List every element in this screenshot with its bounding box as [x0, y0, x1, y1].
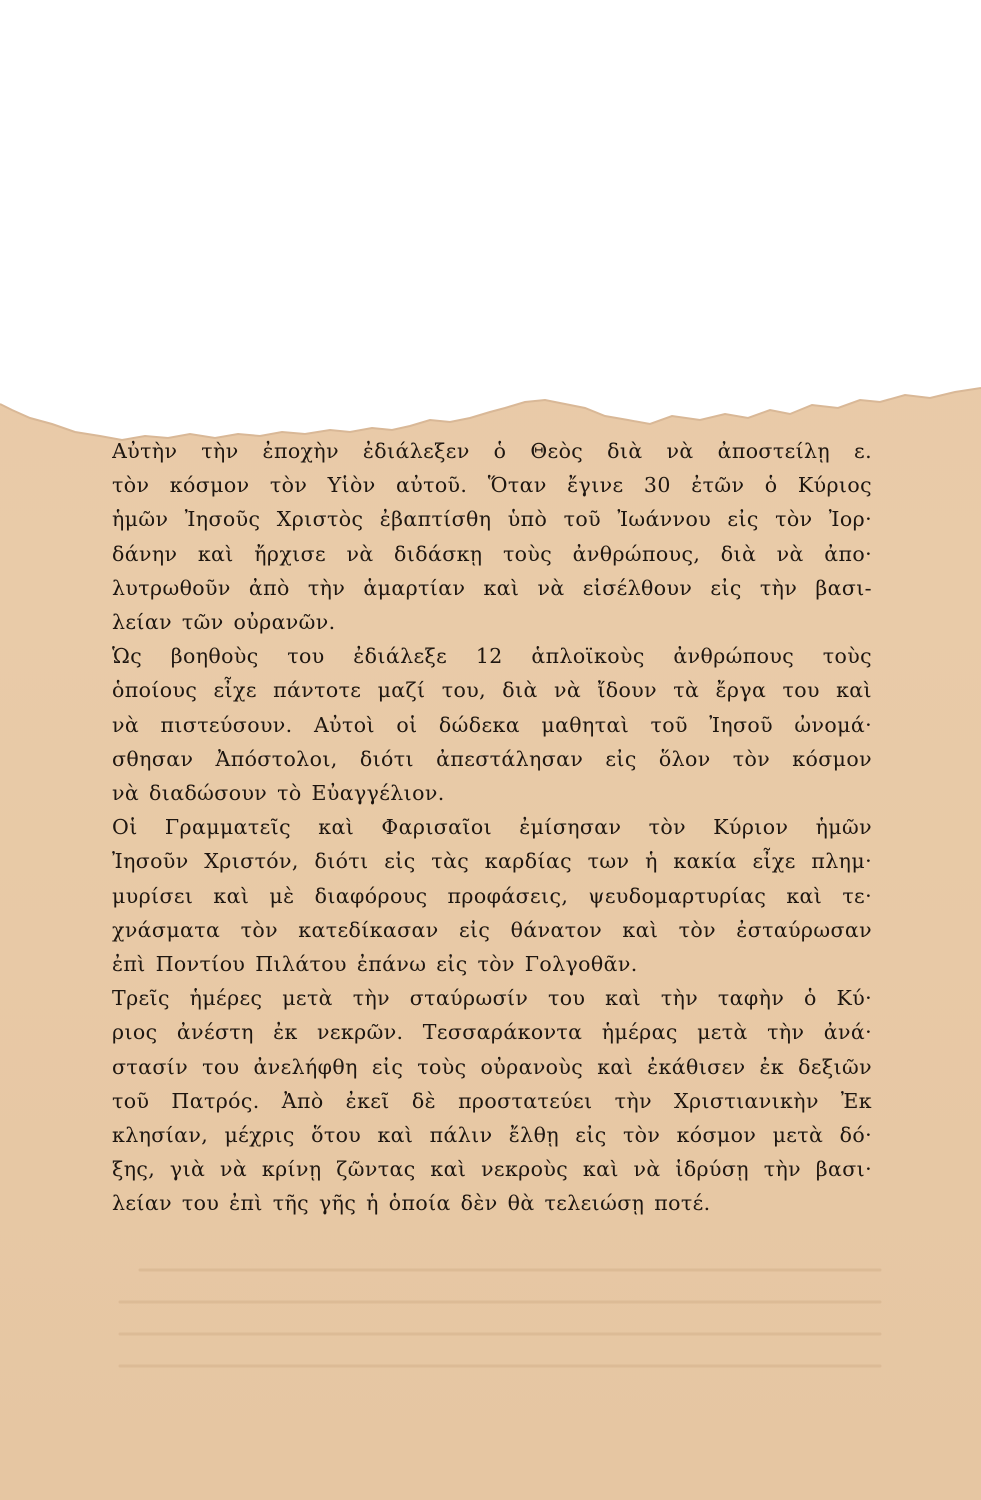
torn-paper-region: [0, 0, 981, 460]
text-line: ἡμῶν Ἰησοῦς Χριστὸς ἐβαπτίσθη ὑπὸ τοῦ Ἰωάννου εἰς τὸν Ἰορ·: [112, 507, 872, 532]
text-line: ξης, γιὰ νὰ κρίνῃ ζῶντας καὶ νεκροὺς καὶ νὰ ἱδρύσῃ τὴν βασι·: [112, 1157, 872, 1182]
paragraph: [112, 810, 872, 981]
body-text: [112, 434, 872, 1221]
text-line: κλησίαν, μέχρις ὅτου καὶ πάλιν ἔλθῃ εἰς τὸν κόσμον μετὰ δό·: [112, 1123, 872, 1148]
text-line: Ἰησοῦν Χριστόν, διότι εἰς τὰς καρδίας των ἡ κακία εἶχε πλημ·: [112, 849, 872, 874]
text-line: Αὐτὴν τὴν ἐποχὴν ἐδιάλεξεν ὁ Θεὸς διὰ νὰ ἀποστείλῃ ε.: [112, 439, 872, 463]
paragraph: [112, 639, 872, 810]
text-line: λείαν τῶν οὐρανῶν.: [112, 610, 336, 635]
text-line: Τρεῖς ἡμέρες μετὰ τὴν σταύρωσίν του καὶ τὴν ταφὴν ὁ Κύ·: [112, 986, 872, 1011]
paragraph: [112, 434, 872, 639]
text-line: στασίν του ἀνελήφθη εἰς τοὺς οὐρανοὺς καὶ ἐκάθισεν ἐκ δεξιῶν: [112, 1054, 872, 1079]
text-line: νὰ πιστεύσουν. Αὐτοὶ οἱ δώδεκα μαθηταὶ τοῦ Ἰησοῦ ὠνομά·: [112, 712, 872, 737]
text-line: δάνην καὶ ἤρχισε νὰ διδάσκῃ τοὺς ἀνθρώπους, διὰ νὰ ἀπο·: [112, 541, 872, 566]
text-line: ὁποίους εἶχε πάντοτε μαζί του, διὰ νὰ ἴδουν τὰ ἔργα του καὶ: [112, 678, 872, 703]
text-line: ἐπὶ Ποντίου Πιλάτου ἐπάνω εἰς τὸν Γολγοθᾶν.: [112, 952, 638, 977]
text-line: χνάσματα τὸν κατεδίκασαν εἰς θάνατον καὶ τὸν ἐσταύρωσαν: [112, 917, 872, 942]
text-line: Ὡς βοηθοὺς του ἐδιάλεξε 12 ἁπλοϊκοὺς ἀνθρώπους τοὺς: [112, 644, 872, 669]
text-line: νὰ διαδώσουν τὸ Εὐαγγέλιον.: [112, 781, 445, 806]
text-line: μυρίσει καὶ μὲ διαφόρους προφάσεις, ψευδομαρτυρίας καὶ τε·: [112, 883, 872, 908]
text-line: τὸν κόσμον τὸν Υἱὸν αὐτοῦ. Ὅταν ἔγινε 30 ἐτῶν ὁ Κύριος: [112, 473, 872, 498]
text-line: σθησαν Ἀπόστολοι, διότι ἀπεστάλησαν εἰς ὅλον τὸν κόσμον: [112, 746, 872, 771]
paragraph: [112, 981, 872, 1220]
text-line: ριος ἀνέστη ἐκ νεκρῶν. Τεσσαράκοντα ἡμέρας μετὰ τὴν ἀνά·: [112, 1020, 872, 1045]
text-line: τοῦ Πατρός. Ἀπὸ ἐκεῖ δὲ προστατεύει τὴν Χριστιανικὴν Ἐκ: [112, 1088, 872, 1113]
text-line: Οἱ Γραμματεῖς καὶ Φαρισαῖοι ἐμίσησαν τὸν Κύριον ἡμῶν: [112, 815, 872, 840]
text-line: λείαν του ἐπὶ τῆς γῆς ἡ ὁποία δὲν θὰ τελειώσῃ ποτέ.: [112, 1191, 711, 1216]
text-line: λυτρωθοῦν ἀπὸ τὴν ἁμαρτίαν καὶ νὰ εἰσέλθουν εἰς τὴν βασι-: [112, 575, 872, 600]
